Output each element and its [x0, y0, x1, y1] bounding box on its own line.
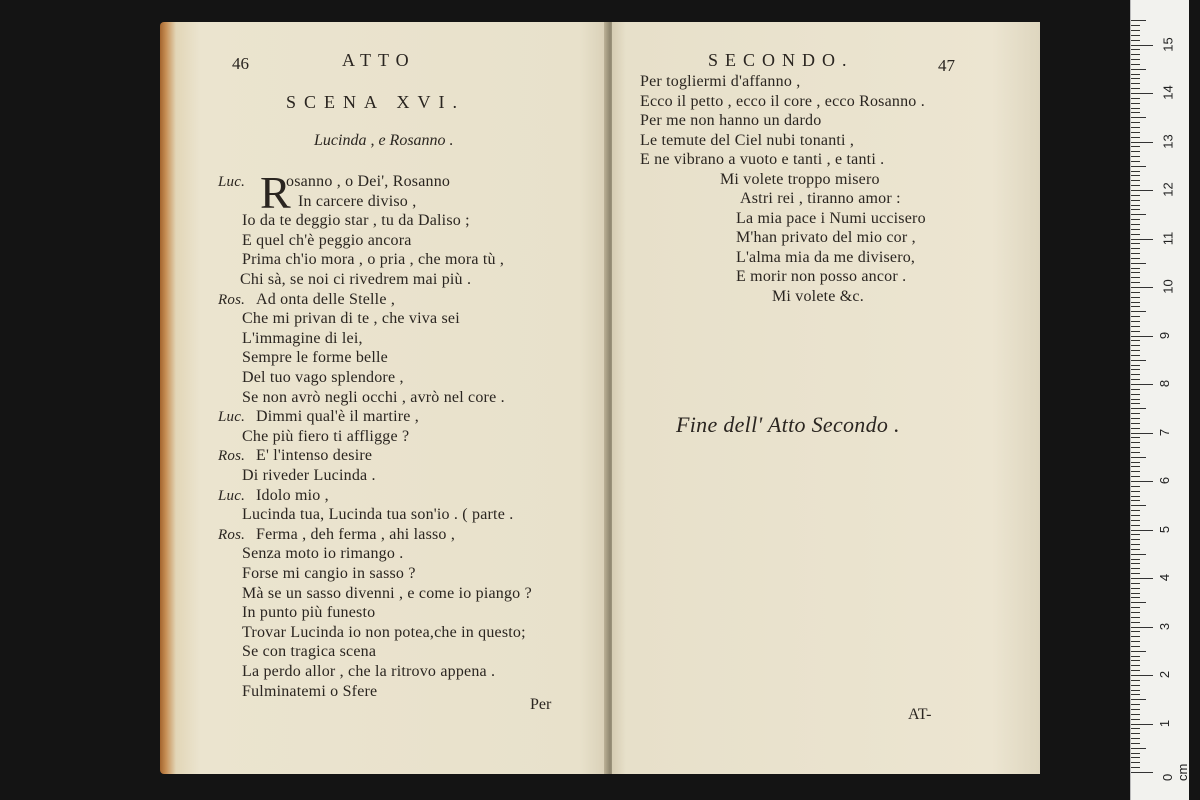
- ruler-tick: [1131, 612, 1140, 613]
- ruler-number: 3: [1157, 622, 1173, 630]
- ruler-tick: [1131, 156, 1140, 157]
- running-head-right: SECONDO.: [708, 50, 854, 70]
- ruler-tick: [1131, 491, 1140, 492]
- ruler-tick: [1131, 505, 1146, 506]
- ruler-tick: [1131, 588, 1140, 589]
- ruler-tick: [1131, 103, 1140, 104]
- ruler-tick: [1131, 767, 1140, 768]
- ruler-tick: [1131, 665, 1140, 666]
- verse-line: Per me non hanno un dardo: [640, 112, 822, 129]
- verse-line: La perdo allor , che la ritrovo appena .: [242, 663, 496, 680]
- verse-line: La mia pace i Numi uccisero: [736, 209, 926, 227]
- page-number-left: 46: [232, 54, 249, 73]
- ruler-tick: [1131, 171, 1140, 172]
- verse-line: Se con tragica scena: [242, 643, 377, 661]
- verse-line: Ecco il petto , ecco il core , ecco Rosanno .: [640, 92, 925, 110]
- verse-line: Astri rei , tiranno amor :: [740, 190, 901, 207]
- ruler-tick: [1131, 30, 1140, 31]
- verse-line: Prima ch'io mora , o pria , che mora tù ,: [242, 251, 505, 269]
- ruler-tick: [1131, 224, 1140, 225]
- verse-line: Le temute del Ciel nubi tonanti ,: [640, 131, 855, 149]
- ruler-tick: [1131, 757, 1140, 758]
- ruler-tick: [1131, 617, 1140, 618]
- ruler-tick: [1131, 287, 1153, 288]
- ruler-tick: [1131, 593, 1140, 594]
- ruler-tick: [1131, 520, 1140, 521]
- ruler-number: 6: [1157, 476, 1173, 485]
- ruler-tick: [1131, 297, 1140, 298]
- ruler-tick: [1131, 74, 1140, 75]
- verse-line: L'immagine di lei,: [242, 329, 363, 347]
- ruler-tick: [1131, 646, 1140, 647]
- ruler-tick: [1131, 35, 1140, 36]
- verse-line: Mi volete &c.: [772, 287, 864, 305]
- ruler-tick: [1131, 379, 1140, 380]
- ruler-tick: [1131, 214, 1146, 215]
- ruler-tick: [1131, 709, 1140, 710]
- ruler-tick: [1131, 428, 1140, 429]
- ruler-tick: [1131, 699, 1146, 700]
- ruler-tick: [1131, 326, 1140, 327]
- ruler-tick: [1131, 578, 1153, 579]
- ruler-tick: [1131, 656, 1140, 657]
- ruler-tick: [1131, 500, 1140, 501]
- verse-line: Chi sà, se noi ci rivedrem mai più .: [240, 271, 472, 288]
- ruler-tick: [1131, 466, 1140, 467]
- ruler-number: 2: [1157, 670, 1173, 679]
- drop-cap: R: [260, 167, 291, 218]
- ruler-tick: [1131, 142, 1153, 143]
- ruler-tick: [1131, 78, 1140, 79]
- ruler-tick: [1131, 728, 1140, 729]
- verse-line: E' l'intenso desire: [256, 447, 373, 465]
- verse-line: L'alma mia da me divisero,: [736, 248, 916, 266]
- ruler-tick: [1131, 724, 1153, 725]
- catchword-right: AT-: [908, 706, 932, 723]
- ruler-tick: [1131, 175, 1140, 176]
- ruler-tick: [1131, 384, 1153, 385]
- ruler-tick: [1131, 762, 1140, 763]
- ruler-tick: [1131, 442, 1140, 443]
- verse-line: Mà se un sasso divenni , e come io piango ?: [242, 584, 532, 602]
- ruler-tick: [1131, 302, 1140, 303]
- ruler-tick: [1131, 272, 1140, 273]
- ruler-tick: [1131, 98, 1140, 99]
- speaker-label: Luc.: [218, 174, 246, 190]
- ruler-tick: [1131, 205, 1140, 206]
- ruler-tick: [1131, 530, 1153, 531]
- open-book: [160, 22, 1040, 778]
- ruler-tick: [1131, 112, 1140, 113]
- ruler-tick: [1131, 151, 1140, 152]
- ruler-tick: [1131, 694, 1140, 695]
- ruler-tick: [1131, 40, 1140, 41]
- ruler-tick: [1131, 627, 1153, 628]
- ruler-number: 5: [1157, 525, 1173, 533]
- ruler-tick: [1131, 369, 1140, 370]
- ruler-tick: [1131, 753, 1140, 754]
- ruler-number: 14: [1160, 85, 1176, 100]
- verse-line: Senza moto io rimango .: [242, 545, 404, 563]
- ruler-tick: [1131, 248, 1140, 249]
- verse-line: Del tuo vago splendore ,: [242, 369, 404, 386]
- ruler-tick: [1131, 743, 1140, 744]
- ruler-tick: [1131, 471, 1140, 472]
- ruler-tick: [1131, 583, 1140, 584]
- ruler-tick: [1131, 573, 1140, 574]
- ruler-unit-label: 0 cm: [1160, 763, 1190, 781]
- ruler-tick: [1131, 452, 1140, 453]
- ruler-number: 13: [1160, 133, 1176, 149]
- ruler-tick: [1131, 258, 1140, 259]
- verse-line: Ad onta delle Stelle ,: [256, 290, 396, 308]
- verse-line: Sempre le forme belle: [242, 349, 388, 367]
- ruler-tick: [1131, 195, 1140, 196]
- ruler-tick: [1131, 137, 1140, 138]
- ruler-tick: [1131, 200, 1140, 201]
- ruler-tick: [1131, 64, 1140, 65]
- ruler-tick: [1131, 563, 1140, 564]
- left-page: [160, 22, 608, 774]
- ruler-tick: [1131, 268, 1140, 269]
- ruler-tick: [1131, 544, 1140, 545]
- ruler-tick: [1131, 719, 1140, 720]
- verse-line: Se non avrò negli occhi , avrò nel core .: [242, 388, 505, 406]
- ruler-tick: [1131, 525, 1140, 526]
- verse-line: Lucinda tua, Lucinda tua son'io . ( parte .: [242, 506, 514, 524]
- ruler-tick: [1131, 365, 1140, 366]
- ruler-tick: [1131, 408, 1146, 409]
- verse-line: Per togliermi d'affanno ,: [640, 73, 801, 90]
- scene-title: SCENA XVI.: [286, 92, 466, 112]
- ruler-tick: [1131, 336, 1153, 337]
- page-number-right: 47: [938, 56, 955, 75]
- ruler-tick: [1131, 88, 1140, 89]
- ruler-tick: [1131, 714, 1140, 715]
- ruler-tick: [1131, 316, 1140, 317]
- ruler-tick: [1131, 161, 1140, 162]
- ruler-tick: [1131, 403, 1140, 404]
- ruler-tick: [1131, 277, 1140, 278]
- verse-line: Ferma , deh ferma , ahi lasso ,: [256, 525, 456, 543]
- ruler-tick: [1131, 389, 1140, 390]
- ruler-tick: [1131, 25, 1140, 26]
- verse-line: Fulminatemi o Sfere: [242, 682, 378, 700]
- ruler-number: 10: [1160, 279, 1176, 294]
- ruler-tick: [1131, 345, 1140, 346]
- verse-line: Mi volete troppo misero: [720, 170, 880, 188]
- ruler-tick: [1131, 704, 1140, 705]
- ruler-tick: [1131, 457, 1146, 458]
- verse-line: Dimmi qual'è il martire ,: [256, 408, 419, 426]
- ruler-tick: [1131, 234, 1140, 235]
- ruler-number: 1: [1157, 719, 1173, 727]
- verse-line: In carcere diviso ,: [298, 192, 417, 210]
- ruler-tick: [1131, 554, 1146, 555]
- ruler-tick: [1131, 282, 1140, 283]
- ruler-tick: [1131, 641, 1140, 642]
- running-head-left: ATTO: [342, 50, 416, 70]
- ruler-tick: [1131, 360, 1146, 361]
- ruler-tick: [1131, 738, 1140, 739]
- verse-line: In punto più funesto: [242, 604, 376, 622]
- ruler-tick: [1131, 20, 1146, 21]
- ruler-tick: [1131, 447, 1140, 448]
- ruler-tick: [1131, 597, 1140, 598]
- ruler-tick: [1131, 660, 1140, 661]
- ruler-tick: [1131, 190, 1153, 191]
- ruler-tick: [1131, 733, 1140, 734]
- ruler-tick: [1131, 83, 1140, 84]
- ruler-tick: [1131, 413, 1140, 414]
- ruler-tick: [1131, 253, 1140, 254]
- speaker-label: Ros.: [218, 448, 246, 465]
- ruler-tick: [1131, 534, 1140, 535]
- measuring-ruler: [1130, 0, 1189, 800]
- ruler-tick: [1131, 180, 1140, 181]
- ruler-number: 9: [1157, 331, 1173, 339]
- ruler-tick: [1131, 476, 1140, 477]
- ruler-tick: [1131, 510, 1140, 511]
- ruler-tick: [1131, 496, 1140, 497]
- ruler-tick: [1131, 132, 1140, 133]
- ruler-tick: [1131, 209, 1140, 210]
- ruler-tick: [1131, 651, 1146, 652]
- ruler-tick: [1131, 355, 1140, 356]
- ruler-number: 8: [1157, 379, 1173, 388]
- ruler-tick: [1131, 331, 1140, 332]
- ruler-tick: [1131, 292, 1140, 293]
- verse-line: M'han privato del mio cor ,: [736, 229, 916, 246]
- ruler-tick: [1131, 607, 1140, 608]
- ruler-tick: [1131, 602, 1146, 603]
- ruler-tick: [1131, 263, 1146, 264]
- ruler-number: 4: [1157, 573, 1173, 582]
- verse-line: Forse mi cangio in sasso ?: [242, 565, 416, 582]
- ruler-tick: [1131, 486, 1140, 487]
- ruler-tick: [1131, 539, 1140, 540]
- ruler-tick: [1131, 146, 1140, 147]
- speaker-label: Luc.: [218, 409, 246, 426]
- ruler-tick: [1131, 93, 1153, 94]
- ruler-tick: [1131, 423, 1140, 424]
- ruler-tick: [1131, 418, 1140, 419]
- speaker-label: Ros.: [218, 526, 246, 543]
- ruler-tick: [1131, 59, 1140, 60]
- ruler-tick: [1131, 127, 1140, 128]
- ruler-number: 12: [1160, 182, 1176, 197]
- speaker-label: Luc.: [218, 487, 246, 504]
- ruler-tick: [1131, 108, 1140, 109]
- verse-line: Io da te deggio star , tu da Daliso ;: [242, 212, 470, 230]
- ruler-tick: [1131, 748, 1146, 749]
- right-page: [612, 22, 1040, 774]
- ruler-tick: [1131, 374, 1140, 375]
- ruler-tick: [1131, 306, 1140, 307]
- ruler-tick: [1131, 437, 1140, 438]
- ruler-tick: [1131, 239, 1153, 240]
- verse-line: Che mi privan di te , che viva sei: [242, 310, 460, 328]
- verse-line: Di riveder Lucinda .: [242, 467, 376, 484]
- ruler-tick: [1131, 433, 1153, 434]
- ruler-tick: [1131, 394, 1140, 395]
- verse-line: osanno , o Dei', Rosanno: [286, 173, 451, 190]
- ruler-tick: [1131, 219, 1140, 220]
- ruler-tick: [1131, 49, 1140, 50]
- ruler-tick: [1131, 166, 1146, 167]
- verse-line: Trovar Lucinda io non potea,che in questo;: [242, 623, 526, 641]
- ruler-number: 11: [1160, 231, 1176, 245]
- ruler-tick: [1131, 622, 1140, 623]
- ruler-tick: [1131, 399, 1140, 400]
- ruler-tick: [1131, 122, 1140, 123]
- ruler-tick: [1131, 311, 1146, 312]
- ruler-number: 15: [1160, 36, 1176, 52]
- ruler-tick: [1131, 568, 1140, 569]
- ruler-tick: [1131, 685, 1140, 686]
- ruler-tick: [1131, 515, 1140, 516]
- end-of-act-note: Fine dell' Atto Secondo .: [676, 412, 900, 437]
- ruler-tick: [1131, 675, 1153, 676]
- verse-line: E quel ch'è peggio ancora: [242, 231, 412, 249]
- ruler-tick: [1131, 69, 1146, 70]
- verse-line: Che più fiero ti affligge ?: [242, 427, 410, 445]
- speaker-label: Ros.: [218, 291, 246, 308]
- ruler-tick: [1131, 559, 1140, 560]
- ruler-tick: [1131, 631, 1140, 632]
- ruler-tick: [1131, 117, 1146, 118]
- ruler-tick: [1131, 350, 1140, 351]
- ruler-tick: [1131, 321, 1140, 322]
- ruler-tick: [1131, 690, 1140, 691]
- catchword-left: Per: [530, 696, 552, 713]
- ruler-tick: [1131, 549, 1140, 550]
- ruler-tick: [1131, 243, 1140, 244]
- ruler-tick: [1131, 229, 1140, 230]
- ruler-tick: [1131, 481, 1153, 482]
- ruler-tick: [1131, 670, 1140, 671]
- verse-line: E morir non posso ancor .: [736, 268, 907, 285]
- ruler-tick: [1131, 462, 1140, 463]
- verse-line: Idolo mio ,: [256, 486, 329, 504]
- verse-line: E ne vibrano a vuoto e tanti , e tanti .: [640, 151, 885, 168]
- ruler-tick: [1131, 680, 1140, 681]
- ruler-tick: [1131, 54, 1140, 55]
- ruler-tick: [1131, 185, 1140, 186]
- scene-characters: Lucinda , e Rosanno .: [314, 132, 454, 149]
- ruler-tick: [1131, 772, 1153, 773]
- ruler-tick: [1131, 45, 1153, 46]
- ruler-tick: [1131, 636, 1140, 637]
- ruler-number: 7: [1157, 428, 1173, 436]
- ruler-tick: [1131, 340, 1140, 341]
